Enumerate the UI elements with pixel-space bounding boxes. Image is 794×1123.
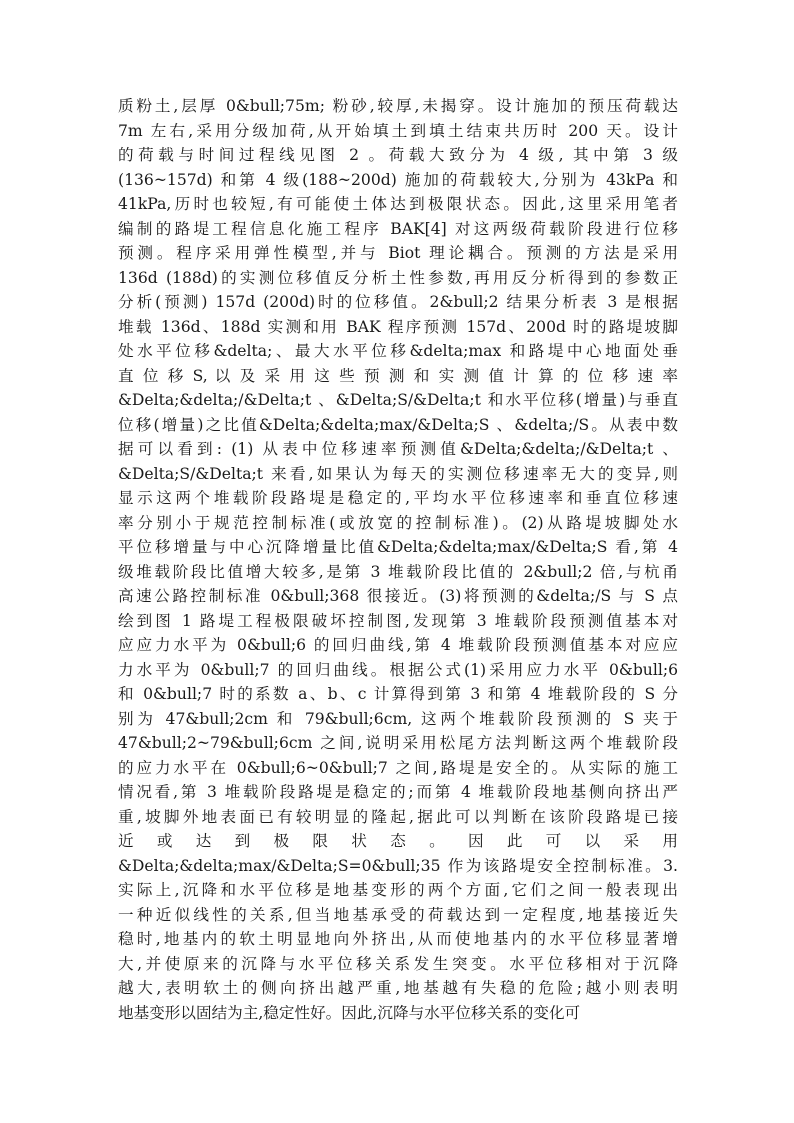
- text-line: 高速公路控制标准 0&bull;368 很接近。(3)将预测的&delta;/S 与 S 点: [118, 587, 678, 605]
- text-line: 分析(预测) 157d (200d)时的位移值。2&bull;2 结果分析表 3 是根据: [118, 293, 678, 311]
- text-line: 近 或 达 到 极 限 状 态 。 因 此 可 以 采 用: [118, 832, 678, 850]
- text-line: &Delta;&delta;/&Delta;t 、&Delta;S/&Delta;t 和水平位移(增量)与垂直: [118, 391, 678, 409]
- text-line: 直 位 移 S, 以 及 采 用 这 些 预 测 和 实 测 值 计 算 的 位 移 速 率: [118, 366, 678, 385]
- text-line: 力水平为 0&bull;7 的回归曲线。根据公式(1)采用应力水平 0&bull;6: [118, 660, 678, 679]
- text-line: 重,坡脚外地表面已有较明显的隆起,据此可以判断在该阶段路堤已接: [118, 807, 678, 826]
- text-line: 大,并使原来的沉降与水平位移关系发生突变。水平位移相对于沉降: [118, 954, 678, 973]
- text-line: (136~157d) 和第 4 级(188~200d) 施加的荷载较大,分别为 43kPa 和: [118, 170, 678, 189]
- text-line: 的荷载与时间过程线见图 2 。荷载大致分为 4 级, 其中第 3 级: [118, 146, 678, 164]
- text-line: &Delta;&delta;max/&Delta;S=0&bull;35 作为该路堤安全控制标准。3.: [118, 856, 678, 875]
- text-line: &Delta;S/&Delta;t 来看,如果认为每天的实测位移速率无大的变异,则: [118, 464, 678, 483]
- text-line: 据可以看到: (1) 从表中位移速率预测值&Delta;&delta;/&Delta;t 、: [118, 440, 678, 458]
- text-line: 平位移增量与中心沉降增量比值&Delta;&delta;max/&Delta;S 看,第 4: [118, 538, 678, 556]
- text-line: 实际上,沉降和水平位移是地基变形的两个方面,它们之间一般表现出: [118, 881, 678, 899]
- text-line: 位移(增量)之比值&Delta;&delta;max/&Delta;S 、&delta;/S。从表中数: [118, 415, 678, 434]
- text-line: 处水平位移&delta;、最大水平位移&delta;max 和路堤中心地面处垂: [118, 342, 678, 360]
- text-line: 情况看,第 3 堆载阶段路堤是稳定的;而第 4 堆载阶段地基侧向挤出严: [118, 783, 678, 801]
- text-line: 率分别小于规范控制标准(或放宽的控制标准)。(2)从路堤坡脚处水: [118, 513, 678, 532]
- text-line: 7m 左右,采用分级加荷,从开始填土到填土结束共历时 200 天。设计: [118, 121, 678, 140]
- text-line: 预测。程序采用弹性模型,并与 Biot 理论耦合。预测的方法是采用: [118, 244, 678, 262]
- text-line: 质粉土,层厚 0&bull;75m; 粉砂,较厚,未揭穿。设计施加的预压荷载达: [118, 97, 678, 115]
- text-line: 绘到图 1 路堤工程极限破坏控制图,发现第 3 堆载阶段预测值基本对: [118, 611, 678, 630]
- text-line: 47&bull;2~79&bull;6cm 之间,说明采用松尾方法判断这两个堆载阶段: [118, 734, 678, 752]
- text-line: 堆载 136d、188d 实测和用 BAK 程序预测 157d、200d 时的路堤坡脚: [118, 317, 678, 336]
- document-body: [118, 94, 678, 1025]
- text-line: 的应力水平在 0&bull;6~0&bull;7 之间,路堤是安全的。从实际的施工: [118, 758, 678, 777]
- text-line: 级堆载阶段比值增大较多,是第 3 堆载阶段比值的 2&bull;2 倍,与杭甬: [118, 562, 678, 581]
- text-line: 136d (188d)的实测位移值反分析土性参数,再用反分析得到的参数正: [118, 268, 678, 287]
- text-line: 显示这两个堆载阶段路堤是稳定的,平均水平位移速率和垂直位移速: [118, 489, 678, 507]
- text-line: 一种近似线性的关系,但当地基承受的荷载达到一定程度,地基接近失: [118, 905, 678, 924]
- text-line: 应应力水平为 0&bull;6 的回归曲线,第 4 堆载阶段预测值基本对应应: [118, 636, 678, 654]
- text-line: 41kPa,历时也较短,有可能使土体达到极限状态。因此,这里采用笔者: [118, 195, 678, 213]
- text-line: 编制的路堤工程信息化施工程序 BAK[4] 对这两级荷载阶段进行位移: [118, 219, 678, 238]
- text-line: 稳时,地基内的软土明显地向外挤出,从而使地基内的水平位移显著增: [118, 930, 678, 948]
- text-line: 越大,表明软土的侧向挤出越严重,地基越有失稳的危险;越小则表明: [118, 979, 678, 997]
- text-line: 地基变形以固结为主,稳定性好。因此,沉降与水平位移关系的变化可: [118, 1003, 581, 1022]
- text-line: 和 0&bull;7 时的系数 a、b、c 计算得到第 3 和第 4 堆载阶段的 S 分: [118, 685, 678, 703]
- text-line: 别为 47&bull;2cm 和 79&bull;6cm, 这两个堆载阶段预测的 S 夹于: [118, 709, 678, 728]
